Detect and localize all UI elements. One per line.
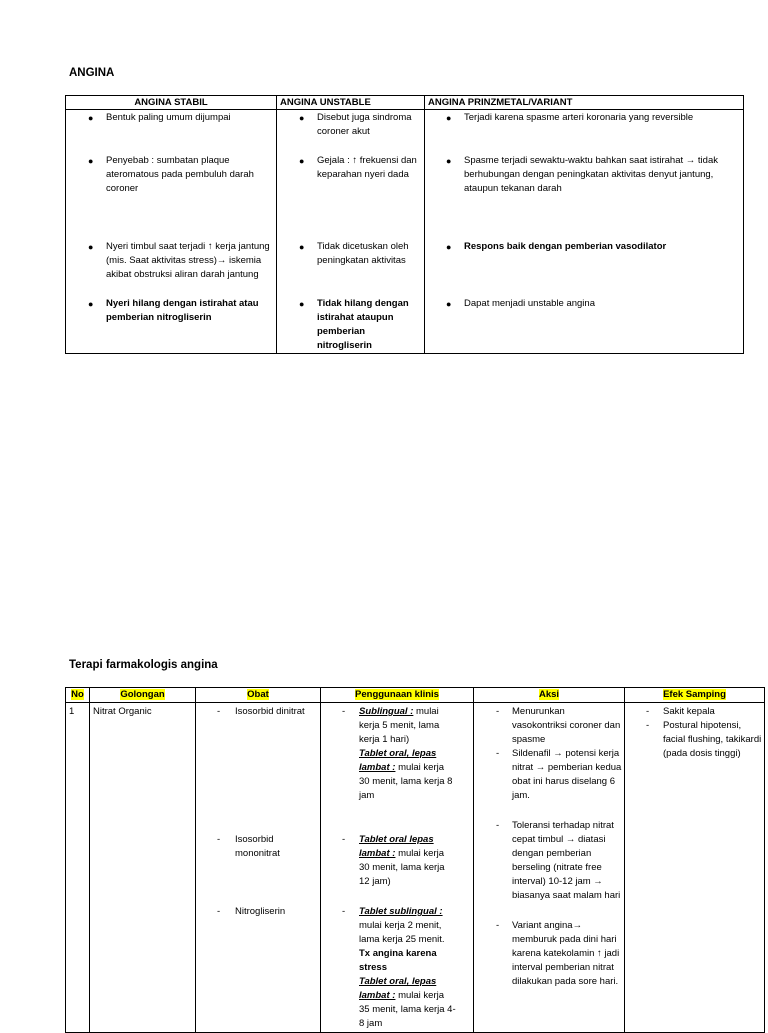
list-item: - Sildenafil → potensi kerja nitrat → pemberian kedua obat ini harus diselang 6 jam. [496,748,622,801]
list-item: - Variant angina→ memburuk pada dini hari karena katekolamin ↑ jadi interval pemberian nitrat dilakukan pada sore hari. [496,920,620,987]
list-item: - Toleransi terhadap nitrat cepat timbul → diatasi dengan pemberian berseling (nitrate free interval) 10-12 jam → biasanya saat malam hari [496,820,621,901]
column-variant [425,110,744,354]
header-golongan: Golongan [90,688,196,703]
cell-obat [196,703,321,1033]
list-item: ● Nyeri hilang dengan istirahat atau pemberian nitrogliserin [88,298,259,323]
cell-efek-samping [625,703,765,1033]
list-item: - Menurunkan vasokontriksi coroner dan spasme [496,706,621,745]
list-item: ● Spasme terjadi sewaktu-waktu bahkan saat istirahat → tidak berhubungan dengan peningkatan aktivitas denyut jantung, ataupun tekanan darah [446,155,718,194]
list-item: - Isosorbid mononitrat [217,834,280,859]
terapi-table [65,687,765,1033]
header-angina-stabil: ANGINA STABIL [66,96,277,110]
header-aksi: Aksi [474,688,625,703]
cell-penggunaan-klinis [321,703,474,1033]
list-item: ● Penyebab : sumbatan plaque ateromatous pada pembuluh darah coroner [88,155,254,194]
cell-aksi [474,703,625,1033]
list-item: - Isosorbid dinitrat [217,706,305,717]
list-item: ● Tidak hilang dengan istirahat ataupun pemberian nitrogliserin [299,298,409,351]
list-item: ● Dapat menjadi unstable angina [446,298,595,309]
list-item: - Nitrogliserin [217,906,286,917]
column-unstable [277,110,425,354]
list-item: ● Nyeri timbul saat terjadi ↑ kerja jantung (mis. Saat aktivitas stress)→ iskemia akibat obstruksi aliran darah jantung [88,241,270,280]
list-item: - Postural hipotensi, facial flushing, takikardi (pada dosis tinggi) [646,720,762,759]
list-item: - Tablet sublingual : mulai kerja 2 menit, lama kerja 25 menit. Tx angina karena stress Tablet oral, lepas lambat : mulai kerja 35 menit, lama kerja 4-8 jam [342,906,456,1029]
header-obat: Obat [196,688,321,703]
angina-comparison-table [65,95,744,354]
list-item: - Sakit kepala [646,706,715,717]
list-item: - Sublingual : mulai kerja 5 menit, lama kerja 1 hari) Tablet oral, lepas lambat : mulai kerja 30 menit, lama kerja 8 jam [342,706,453,801]
list-item: ● Gejala : ↑ frekuensi dan keparahan nyeri dada [299,155,417,180]
header-penggunaan-klinis: Penggunaan klinis [321,688,474,703]
list-item: - Tablet oral lepas lambat : mulai kerja 30 menit, lama kerja 12 jam) [342,834,445,887]
header-angina-variant: ANGINA PRINZMETAL/VARIANT [425,96,744,110]
cell-no: 1 [66,703,90,1033]
header-angina-unstable: ANGINA UNSTABLE [277,96,425,110]
header-efek-samping: Efek Samping [625,688,765,703]
cell-golongan: Nitrat Organic [90,703,196,1033]
terapi-title: Terapi farmakologis angina [69,659,218,671]
angina-title: ANGINA [69,67,115,79]
list-item: ● Bentuk paling umum dijumpai [88,112,231,123]
list-item: ● Terjadi karena spasme arteri koronaria yang reversible [446,112,694,123]
list-item: ● Respons baik dengan pemberian vasodilator [446,241,667,252]
column-stabil [66,110,277,354]
header-no: No [66,688,90,703]
list-item: ● Disebut juga sindroma coroner akut [299,112,412,137]
list-item: ● Tidak dicetuskan oleh peningkatan aktivitas [299,241,409,266]
